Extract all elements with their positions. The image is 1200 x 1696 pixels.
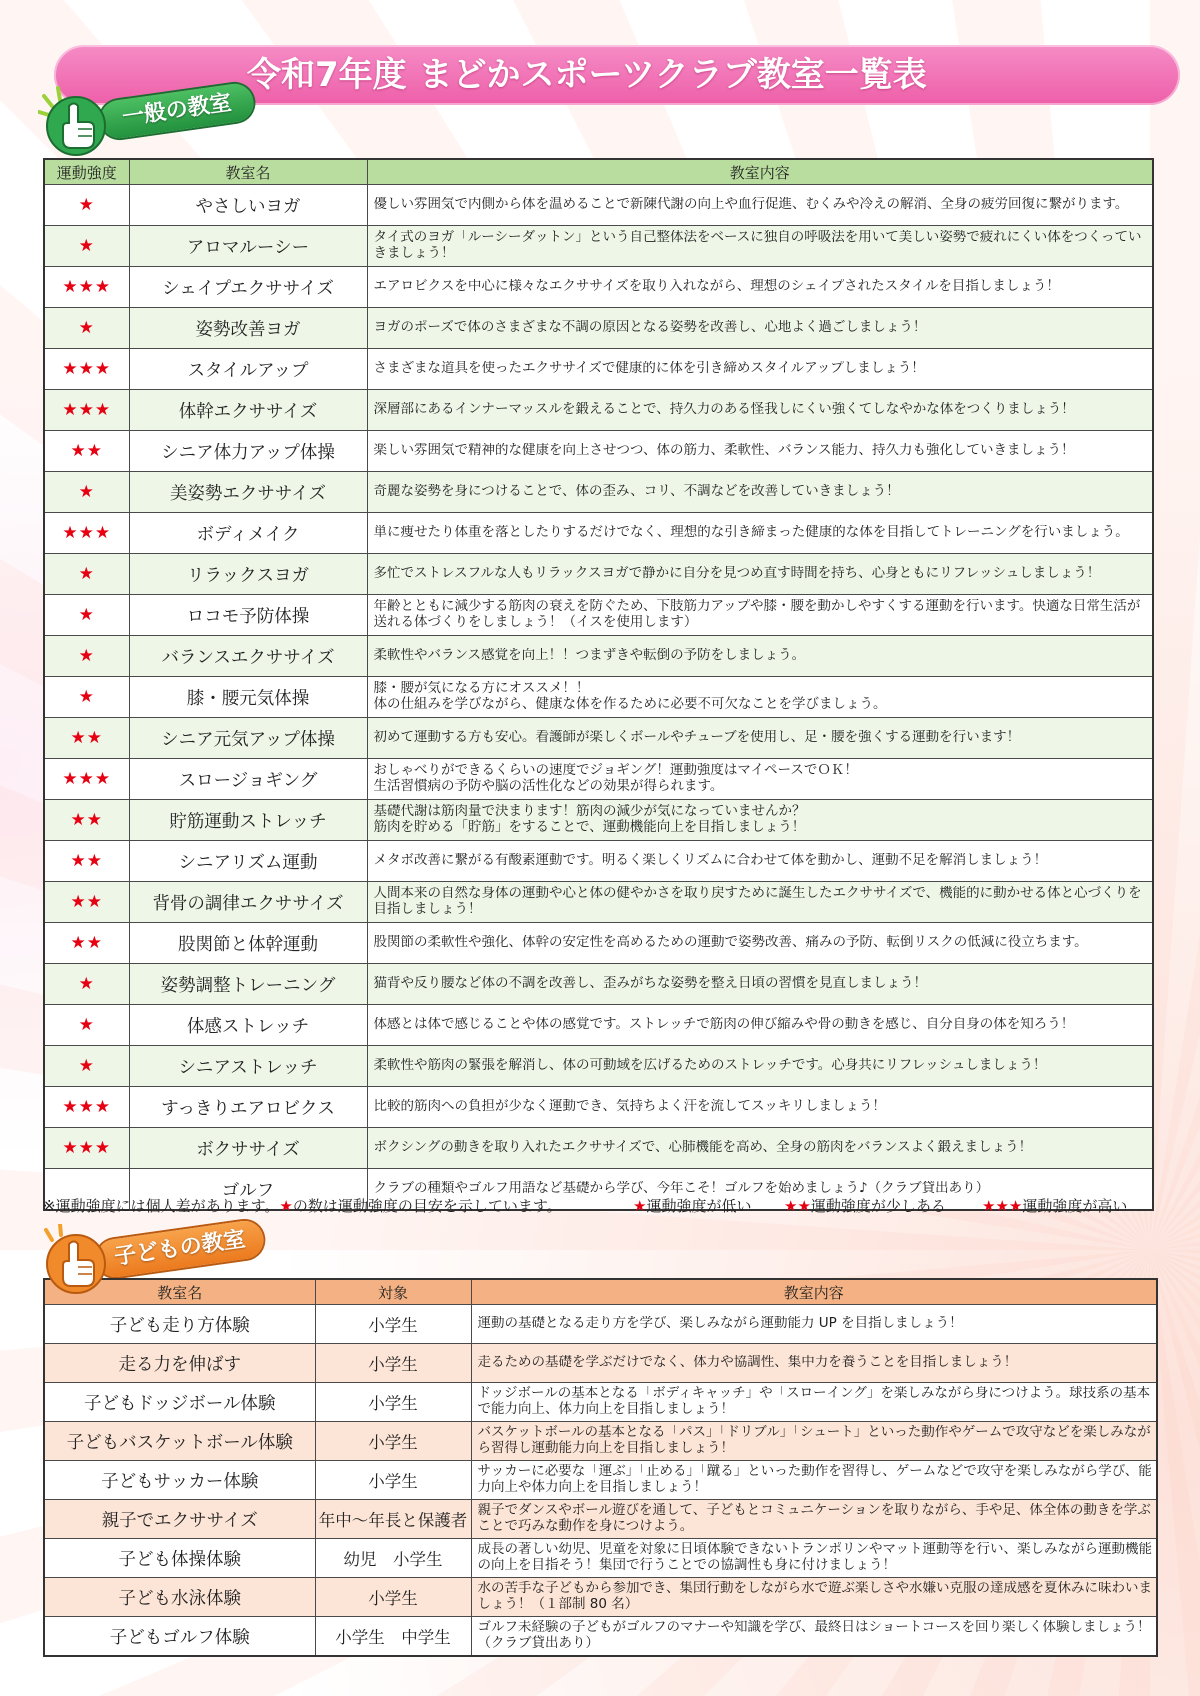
table-row bbox=[44, 1461, 1157, 1500]
intensity-stars: ★★★ bbox=[44, 349, 129, 390]
class-name: ロコモ予防体操 bbox=[129, 595, 367, 636]
table-row bbox=[44, 1305, 1157, 1344]
class-name: 子どもゴルフ体験 bbox=[44, 1617, 315, 1657]
legend-low: ★運動強度が低い bbox=[633, 1197, 752, 1215]
table-row bbox=[44, 185, 1153, 226]
class-description: 猫背や反り腰など体の不調を改善し、歪みがちな姿勢を整え日頃の習慣を見直しましょう！ bbox=[367, 964, 1153, 1005]
class-name: 膝・腰元気体操 bbox=[129, 677, 367, 718]
table-row bbox=[44, 677, 1153, 718]
class-description: おしゃべりができるくらいの速度でジョギング！運動強度はマイペースでＯＫ！ 生活習慣病の予防や脳の活性化などの効果が得られます。 bbox=[367, 759, 1153, 800]
class-description: 膝・腰が気になる方にオススメ！！ 体の仕組みを学びながら、健康な体を作るために必要不可欠なことを学びましょう。 bbox=[367, 677, 1153, 718]
table-row bbox=[44, 267, 1153, 308]
table-row bbox=[44, 1046, 1153, 1087]
table-row bbox=[44, 595, 1153, 636]
intensity-stars: ★ bbox=[44, 595, 129, 636]
table-row bbox=[44, 759, 1153, 800]
class-name: 背骨の調律エクササイズ bbox=[129, 882, 367, 923]
table-row bbox=[44, 1128, 1153, 1169]
general-class-table bbox=[43, 158, 1154, 1211]
table-row bbox=[44, 1617, 1157, 1657]
class-name: シニア元気アップ体操 bbox=[129, 718, 367, 759]
intensity-stars: ★★ bbox=[44, 841, 129, 882]
class-name: 子どもサッカー体験 bbox=[44, 1461, 315, 1500]
table-row bbox=[44, 1344, 1157, 1383]
class-description: エアロビクスを中心に様々なエクササイズを取り入れながら、理想のシェイプされたスタイルを目指しましょう！ bbox=[367, 267, 1153, 308]
class-description: 比較的筋肉への負担が少なく運動でき、気持ちよく汗を流してスッキリしましょう！ bbox=[367, 1087, 1153, 1128]
intensity-stars: ★ bbox=[44, 1046, 129, 1087]
class-name: シニア体力アップ体操 bbox=[129, 431, 367, 472]
kids-class-table bbox=[43, 1278, 1158, 1657]
intensity-stars: ★ bbox=[44, 226, 129, 267]
table-row bbox=[44, 431, 1153, 472]
class-description: メタボ改善に繋がる有酸素運動です。明るく楽しくリズムに合わせて体を動かし、運動不足を解消しましょう！ bbox=[367, 841, 1153, 882]
header-intensity: 運動強度 bbox=[44, 159, 129, 185]
intensity-stars: ★ bbox=[44, 964, 129, 1005]
target-age: 小学生 bbox=[315, 1461, 471, 1500]
table-row bbox=[44, 554, 1153, 595]
table-header-row bbox=[44, 1279, 1157, 1305]
general-section-badge bbox=[38, 80, 268, 160]
class-name: 親子でエクササイズ bbox=[44, 1500, 315, 1539]
class-name: 体感ストレッチ bbox=[129, 1005, 367, 1046]
legend-high: ★★★運動強度が高い bbox=[982, 1197, 1128, 1215]
class-description: クラブの種類やゴルフ用語など基礎から学び、今年こそ！ゴルフを始めましょう♪（クラブ貸出あり） bbox=[367, 1169, 1153, 1211]
table-header-row bbox=[44, 159, 1153, 185]
class-name: 股関節と体幹運動 bbox=[129, 923, 367, 964]
general-section-label: 一般の教室 bbox=[98, 81, 256, 140]
class-description: 運動の基礎となる走り方を学び、楽しみながら運動能力 UP を目指しましょう！ bbox=[471, 1305, 1157, 1344]
table-row bbox=[44, 1005, 1153, 1046]
class-description: さまざまな道具を使ったエクササイズで健康的に体を引き締めスタイルアップしましょう！ bbox=[367, 349, 1153, 390]
table-row bbox=[44, 513, 1153, 554]
target-age: 幼児 小学生 bbox=[315, 1539, 471, 1578]
header-class-content: 教室内容 bbox=[471, 1279, 1157, 1305]
intensity-stars: ★★★ bbox=[44, 513, 129, 554]
table-row bbox=[44, 923, 1153, 964]
intensity-stars: ★ bbox=[44, 677, 129, 718]
thumbs-up-hand-icon bbox=[38, 86, 110, 158]
page-title: 令和7年度 まどかスポーツクラブ教室一覧表 bbox=[247, 55, 927, 95]
class-description: 初めて運動する方も安心。看護師が楽しくボールやチューブを使用し、足・腰を強くする運動を行います！ bbox=[367, 718, 1153, 759]
class-name: シニアストレッチ bbox=[129, 1046, 367, 1087]
class-description: 人間本来の自然な身体の運動や心と体の健やかさを取り戻すために誕生したエクササイズで、機能的に動かせる体と心づくりを目指しましょう！ bbox=[367, 882, 1153, 923]
table-row bbox=[44, 1500, 1157, 1539]
table-row bbox=[44, 1383, 1157, 1422]
class-name: シニアリズム運動 bbox=[129, 841, 367, 882]
table-row bbox=[44, 1539, 1157, 1578]
note-prefix: ※運動強度には個人差があります。 bbox=[43, 1197, 280, 1215]
intensity-stars: ★★★ bbox=[44, 390, 129, 431]
target-age: 小学生 bbox=[315, 1344, 471, 1383]
class-name: 子どもドッジボール体験 bbox=[44, 1383, 315, 1422]
intensity-stars: ★ bbox=[44, 308, 129, 349]
target-age: 小学生 bbox=[315, 1305, 471, 1344]
legend-medium: ★★運動強度が少しある bbox=[784, 1197, 946, 1215]
header-class-name: 教室名 bbox=[129, 159, 367, 185]
class-name: アロマルーシー bbox=[129, 226, 367, 267]
table-row bbox=[44, 964, 1153, 1005]
class-description: 成長の著しい幼児、児童を対象に日頃体験できないトランポリンやマット運動等を行い、楽しみながら運動機能の向上を目指そう！集団で行うことでの協調性も身に付けましょう！ bbox=[471, 1539, 1157, 1578]
class-description: 親子でダンスやボール遊びを通して、子どもとコミュニケーションを取りながら、手や足、体全体の動きを学ぶことで巧みな動作を身につけよう。 bbox=[471, 1500, 1157, 1539]
table-row bbox=[44, 1578, 1157, 1617]
kids-section-label: 子どもの教室 bbox=[94, 1218, 266, 1279]
pointing-hand-icon bbox=[38, 1224, 110, 1296]
class-name: 姿勢調整トレーニング bbox=[129, 964, 367, 1005]
class-name: やさしいヨガ bbox=[129, 185, 367, 226]
table-row bbox=[44, 800, 1153, 841]
intensity-stars: ★★★ bbox=[44, 759, 129, 800]
class-name: ゴルフ bbox=[129, 1169, 367, 1211]
table-row bbox=[44, 882, 1153, 923]
intensity-stars: ★★ bbox=[44, 718, 129, 759]
intensity-stars: ★★ bbox=[44, 431, 129, 472]
class-description: 柔軟性や筋肉の緊張を解消し、体の可動域を広げるためのストレッチです。心身共にリフレッシュしましょう！ bbox=[367, 1046, 1153, 1087]
class-name: 貯筋運動ストレッチ bbox=[129, 800, 367, 841]
class-description: 優しい雰囲気で内側から体を温めることで新陳代謝の向上や血行促進、むくみや冷えの解消、全身の疲労回復に繋がります。 bbox=[367, 185, 1153, 226]
class-description: 基礎代謝は筋肉量で決まります！筋肉の減少が気になっていませんか？ 筋肉を貯める「貯筋」をすることで、運動機能向上を目指しましょう！ bbox=[367, 800, 1153, 841]
intensity-stars: ★★★ bbox=[44, 1087, 129, 1128]
class-name: 走る力を伸ばす bbox=[44, 1344, 315, 1383]
intensity-stars: ★ bbox=[44, 185, 129, 226]
class-name: ボディメイク bbox=[129, 513, 367, 554]
class-description: 多忙でストレスフルな人もリラックスヨガで静かに自分を見つめ直す時間を持ち、心身ともにリフレッシュしましょう！ bbox=[367, 554, 1153, 595]
intensity-note bbox=[43, 1196, 1153, 1216]
intensity-stars: ★★ bbox=[44, 800, 129, 841]
intensity-stars: ★ bbox=[44, 1005, 129, 1046]
class-name: ボクササイズ bbox=[129, 1128, 367, 1169]
table-row bbox=[44, 1422, 1157, 1461]
header-target: 対象 bbox=[315, 1279, 471, 1305]
class-description: ゴルフ未経験の子どもがゴルフのマナーや知識を学び、最終日はショートコースを回り楽しく体験しましょう！（クラブ貸出あり） bbox=[471, 1617, 1157, 1657]
class-description: 走るための基礎を学ぶだけでなく、体力や協調性、集中力を養うことを目指しましょう！ bbox=[471, 1344, 1157, 1383]
class-name: バランスエクササイズ bbox=[129, 636, 367, 677]
class-description: ボクシングの動きを取り入れたエクササイズで、心肺機能を高め、全身の筋肉をバランスよく鍛えましょう！ bbox=[367, 1128, 1153, 1169]
class-description: ヨガのポーズで体のさまざまな不調の原因となる姿勢を改善し、心地よく過ごしましょう！ bbox=[367, 308, 1153, 349]
intensity-stars: ★★ bbox=[44, 923, 129, 964]
class-description: 股関節の柔軟性や強化、体幹の安定性を高めるための運動で姿勢改善、痛みの予防、転倒リスクの低減に役立ちます。 bbox=[367, 923, 1153, 964]
class-description: 体感とは体で感じることや体の感覚です。ストレッチで筋肉の伸び縮みや骨の動きを感じ、自分自身の体を知ろう！ bbox=[367, 1005, 1153, 1046]
table-row bbox=[44, 841, 1153, 882]
table-row bbox=[44, 472, 1153, 513]
target-age: 小学生 bbox=[315, 1383, 471, 1422]
target-age: 小学生 中学生 bbox=[315, 1617, 471, 1657]
class-description: 深層部にあるインナーマッスルを鍛えることで、持久力のある怪我しにくい強くてしなやかな体をつくりましょう！ bbox=[367, 390, 1153, 431]
class-name: リラックスヨガ bbox=[129, 554, 367, 595]
class-name: 子ども走り方体験 bbox=[44, 1305, 315, 1344]
intensity-stars: ★ bbox=[44, 636, 129, 677]
class-description: 楽しい雰囲気で精神的な健康を向上させつつ、体の筋力、柔軟性、バランス能力、持久力も強化していきましょう！ bbox=[367, 431, 1153, 472]
class-description: 年齢とともに減少する筋肉の衰えを防ぐため、下肢筋力アップや膝・腰を動かしやすくする運動を行います。快適な日常生活が送れる体づくりをしましょう！（イスを使用します） bbox=[367, 595, 1153, 636]
class-name: シェイプエクササイズ bbox=[129, 267, 367, 308]
class-description: ドッジボールの基本となる「ボディキャッチ」や「スローイング」を楽しみながら身につけよう。球技系の基本で能力向上、体力向上を目指しましょう！ bbox=[471, 1383, 1157, 1422]
class-name: すっきりエアロビクス bbox=[129, 1087, 367, 1128]
table-row bbox=[44, 308, 1153, 349]
target-age: 小学生 bbox=[315, 1422, 471, 1461]
intensity-stars: ★★★ bbox=[44, 1128, 129, 1169]
table-row bbox=[44, 349, 1153, 390]
class-name: 子ども体操体験 bbox=[44, 1539, 315, 1578]
class-description: サッカーに必要な「運ぶ」「止める」「蹴る」といった動作を習得し、ゲームなどで攻守を楽しみながら学び、能力向上や体力向上を目指しましょう！ bbox=[471, 1461, 1157, 1500]
intensity-stars: ★ bbox=[44, 554, 129, 595]
class-description: 水の苦手な子どもから参加でき、集団行動をしながら水で遊ぶ楽しさや水嫌い克服の達成感を夏休みに味わいましょう！（１部制 80 名） bbox=[471, 1578, 1157, 1617]
class-description: タイ式のヨガ「ルーシーダットン」という自己整体法をベースに独自の呼吸法を用いて美しい姿勢で疲れにくい体をつくっていきましょう！ bbox=[367, 226, 1153, 267]
target-age: 小学生 bbox=[315, 1578, 471, 1617]
class-name: 子どもバスケットボール体験 bbox=[44, 1422, 315, 1461]
table-row bbox=[44, 226, 1153, 267]
class-name: スタイルアップ bbox=[129, 349, 367, 390]
intensity-stars: ★★★ bbox=[44, 267, 129, 308]
class-description: 柔軟性やバランス感覚を向上！！つまずきや転倒の予防をしましょう。 bbox=[367, 636, 1153, 677]
class-description: 奇麗な姿勢を身につけることで、体の歪み、コリ、不調などを改善していきましょう！ bbox=[367, 472, 1153, 513]
class-name: 体幹エクササイズ bbox=[129, 390, 367, 431]
table-row bbox=[44, 718, 1153, 759]
intensity-stars: ★ bbox=[44, 472, 129, 513]
note-suffix: の数は運動強度の目安を示しています。 bbox=[292, 1197, 562, 1215]
table-row bbox=[44, 390, 1153, 431]
target-age: 年中～年長と保護者 bbox=[315, 1500, 471, 1539]
intensity-stars: ★★ bbox=[44, 882, 129, 923]
table-row bbox=[44, 636, 1153, 677]
note-star: ★ bbox=[279, 1197, 293, 1215]
header-class-name: 教室名 bbox=[44, 1279, 315, 1305]
class-name: スロージョギング bbox=[129, 759, 367, 800]
class-description: 単に痩せたり体重を落としたりするだけでなく、理想的な引き締まった健康的な体を目指してトレーニングを行いましょう。 bbox=[367, 513, 1153, 554]
class-name: 美姿勢エクササイズ bbox=[129, 472, 367, 513]
header-class-content: 教室内容 bbox=[367, 159, 1153, 185]
table-row bbox=[44, 1087, 1153, 1128]
class-description: バスケットボールの基本となる「パス」「ドリブル」「シュート」といった動作やゲームで攻守などを楽しみながら習得し運動能力向上を目指しましょう！ bbox=[471, 1422, 1157, 1461]
class-name: 姿勢改善ヨガ bbox=[129, 308, 367, 349]
class-name: 子ども水泳体験 bbox=[44, 1578, 315, 1617]
